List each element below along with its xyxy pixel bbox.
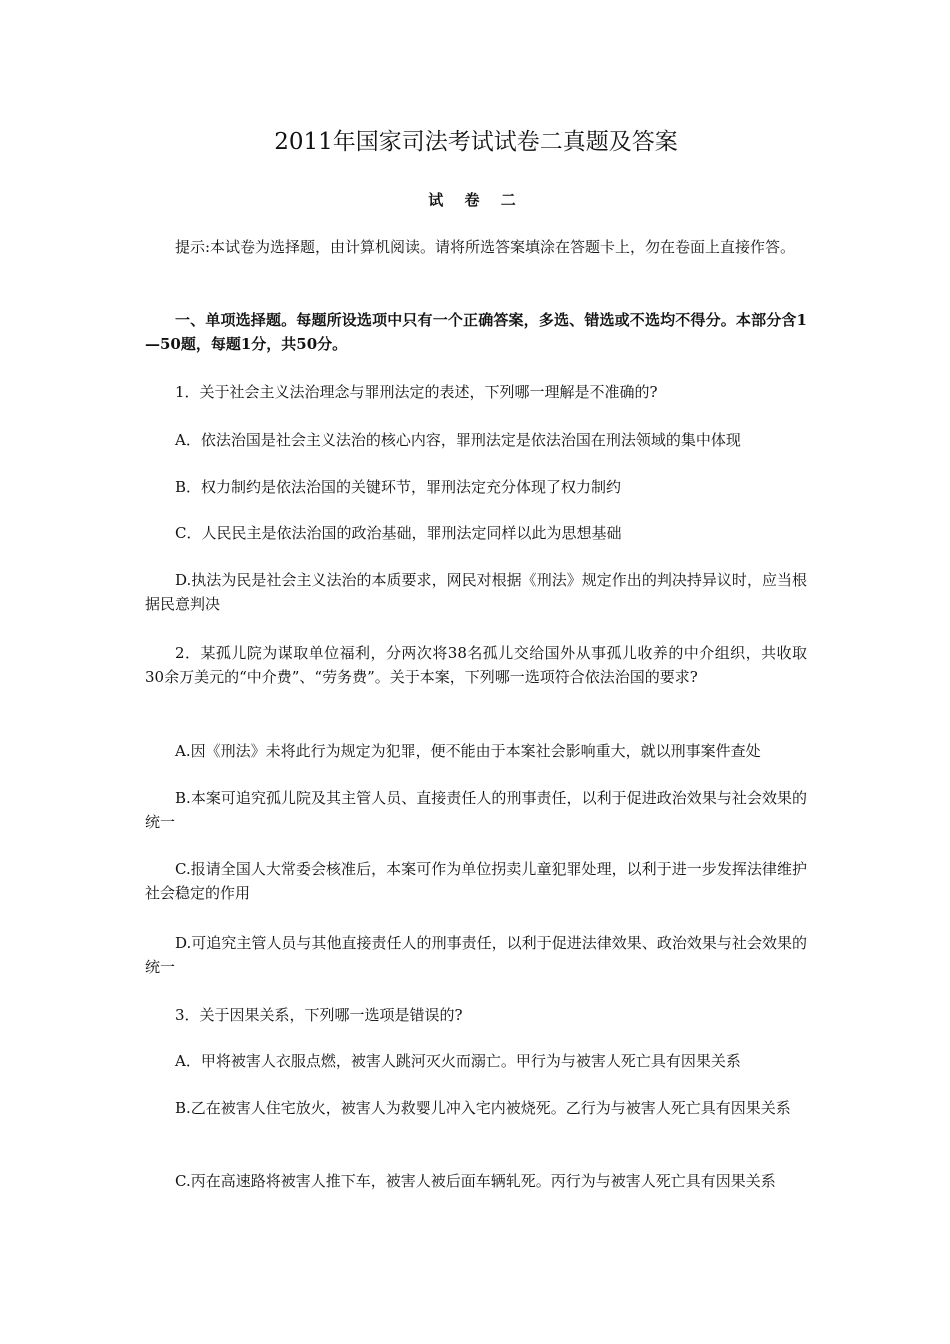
answer-option: C．人民民主是依法治国的政治基础，罪刑法定同样以此为思想基础 bbox=[175, 524, 622, 542]
answer-option: A．依法治国是社会主义法治的核心内容，罪刑法定是依法治国在刑法领域的集中体现 bbox=[175, 431, 741, 449]
answer-option: B.本案可追究孤儿院及其主管人员、直接责任人的刑事责任，以利于促进政治效果与社会效果的统一 bbox=[145, 789, 807, 831]
answer-option: C.丙在高速路将被害人推下车，被害人被后面车辆轧死。丙行为与被害人死亡具有因果关系 bbox=[175, 1172, 776, 1190]
question-stem: 3．关于因果关系，下列哪一选项是错误的? bbox=[175, 1006, 463, 1024]
answer-option: D.可追究主管人员与其他直接责任人的刑事责任，以利于促进法律效果、政治效果与社会效果的统一 bbox=[145, 934, 807, 976]
notice-paragraph: 提示:本试卷为选择题，由计算机阅读。请将所选答案填涂在答题卡上，勿在卷面上直接作答。 bbox=[175, 238, 796, 256]
paper-subtitle: 试 卷 二 bbox=[428, 191, 524, 209]
answer-option: B.乙在被害人住宅放火，被害人为救婴儿冲入宅内被烧死。乙行为与被害人死亡具有因果关系 bbox=[175, 1099, 791, 1117]
section-heading: 一、单项选择题。每题所设选项中只有一个正确答案，多选、错选或不选均不得分。本部分含1—50题，每题1分，共50分。 bbox=[145, 311, 807, 353]
answer-option: C.报请全国人大常委会核准后，本案可作为单位拐卖儿童犯罪处理，以利于进一步发挥法律维护社会稳定的作用 bbox=[145, 860, 807, 902]
answer-option: D.执法为民是社会主义法治的本质要求，网民对根据《刑法》规定作出的判决持异议时，应当根据民意判决 bbox=[145, 571, 807, 613]
document-title: 2011年国家司法考试试卷二真题及答案 bbox=[274, 129, 678, 155]
answer-option: A.因《刑法》未将此行为规定为犯罪，便不能由于本案社会影响重大，就以刑事案件查处 bbox=[175, 742, 761, 760]
question-stem: 1．关于社会主义法治理念与罪刑法定的表述，下列哪一理解是不准确的? bbox=[175, 383, 658, 401]
question-stem: 2．某孤儿院为谋取单位福利，分两次将38名孤儿交给国外从事孤儿收养的中介组织，共收取30余万美元的“中介费”、“劳务费”。关于本案，下列哪一选项符合依法治国的要求? bbox=[145, 644, 807, 686]
answer-option: A．甲将被害人衣服点燃，被害人跳河灭火而溺亡。甲行为与被害人死亡具有因果关系 bbox=[175, 1052, 741, 1070]
answer-option: B．权力制约是依法治国的关键环节，罪刑法定充分体现了权力制约 bbox=[175, 478, 622, 496]
